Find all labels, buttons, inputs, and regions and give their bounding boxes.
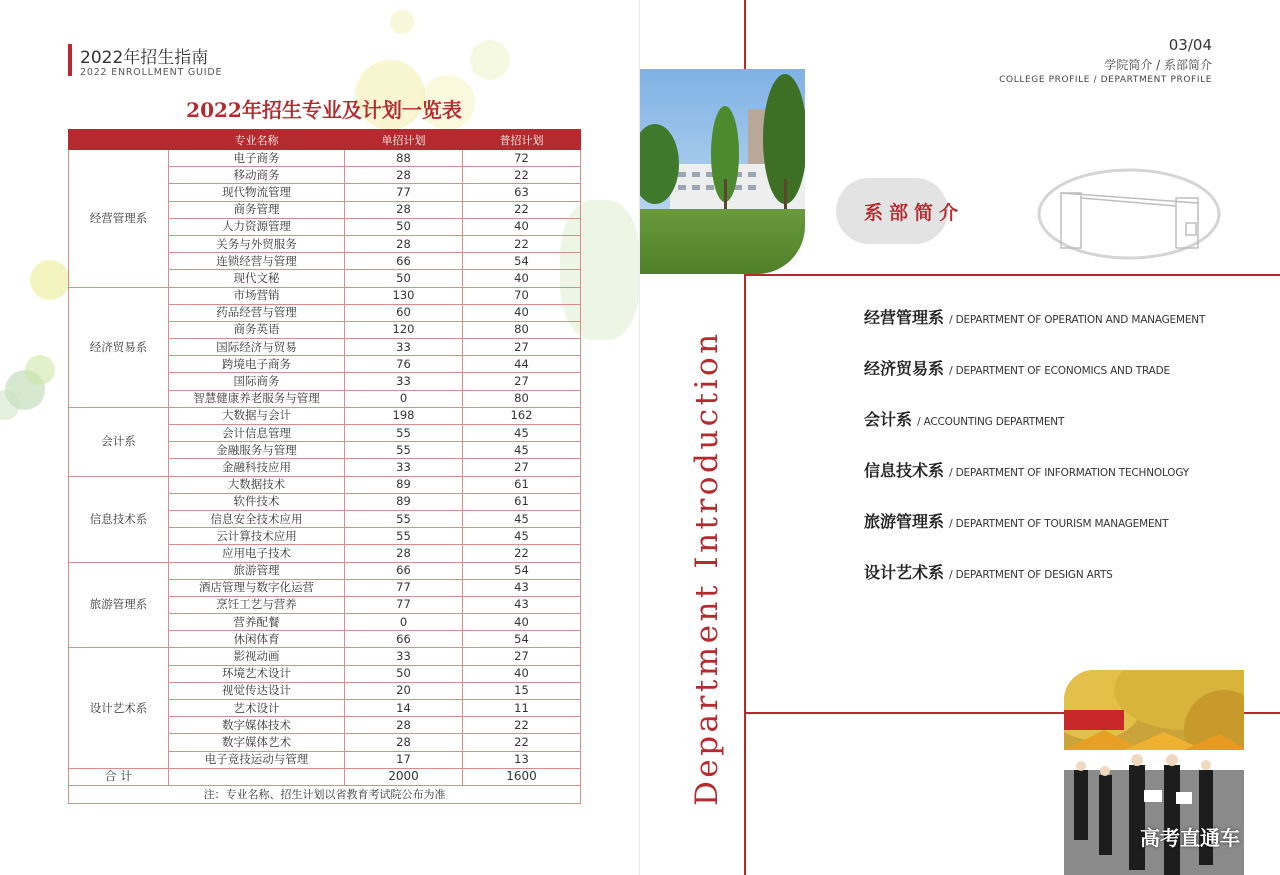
major-cell: 移动商务 bbox=[169, 167, 345, 184]
single-plan-cell: 198 bbox=[345, 407, 463, 424]
single-plan-cell: 55 bbox=[345, 528, 463, 545]
major-cell: 商务管理 bbox=[169, 201, 345, 218]
major-cell: 商务英语 bbox=[169, 321, 345, 338]
major-cell: 电子商务 bbox=[169, 150, 345, 167]
department-name-en: / DEPARTMENT OF DESIGN ARTS bbox=[949, 569, 1113, 581]
department-list-item bbox=[864, 305, 1264, 356]
major-cell: 视觉传达设计 bbox=[169, 682, 345, 699]
decor-blob bbox=[470, 40, 510, 80]
general-plan-cell: 22 bbox=[463, 545, 581, 562]
general-plan-cell: 162 bbox=[463, 407, 581, 424]
department-name-cn: 会计系 bbox=[864, 410, 913, 429]
general-plan-cell: 22 bbox=[463, 167, 581, 184]
department-list-item bbox=[864, 509, 1264, 560]
major-cell: 休闲体育 bbox=[169, 631, 345, 648]
general-plan-cell: 40 bbox=[463, 218, 581, 235]
major-cell: 国际商务 bbox=[169, 373, 345, 390]
department-name-en: / ACCOUNTING DEPARTMENT bbox=[917, 416, 1065, 428]
single-plan-cell: 17 bbox=[345, 751, 463, 768]
major-cell: 智慧健康养老服务与管理 bbox=[169, 390, 345, 407]
header-major: 专业名称 bbox=[169, 130, 345, 150]
department-list bbox=[864, 305, 1264, 611]
single-plan-cell: 76 bbox=[345, 356, 463, 373]
single-plan-cell: 33 bbox=[345, 648, 463, 665]
single-plan-cell: 20 bbox=[345, 682, 463, 699]
note-row bbox=[69, 785, 581, 803]
major-cell: 艺术设计 bbox=[169, 700, 345, 717]
major-cell: 人力资源管理 bbox=[169, 218, 345, 235]
general-plan-cell: 43 bbox=[463, 579, 581, 596]
single-plan-cell: 33 bbox=[345, 459, 463, 476]
major-cell: 国际经济与贸易 bbox=[169, 339, 345, 356]
single-plan-cell: 88 bbox=[345, 150, 463, 167]
department-name-en: / DEPARTMENT OF OPERATION AND MANAGEMENT bbox=[949, 314, 1206, 326]
department-cell: 设计艺术系 bbox=[69, 648, 169, 768]
major-cell: 酒店管理与数字化运营 bbox=[169, 579, 345, 596]
major-cell: 药品经营与管理 bbox=[169, 304, 345, 321]
table-note: 注：专业名称、招生计划以省教育考试院公布为准 bbox=[69, 785, 581, 803]
general-plan-cell: 22 bbox=[463, 235, 581, 252]
department-list-item bbox=[864, 356, 1264, 407]
general-plan-cell: 61 bbox=[463, 476, 581, 493]
general-plan-cell: 61 bbox=[463, 493, 581, 510]
header-single-plan: 单招计划 bbox=[345, 130, 463, 150]
major-cell: 关务与外贸服务 bbox=[169, 235, 345, 252]
total-spacer bbox=[169, 768, 345, 785]
single-plan-cell: 55 bbox=[345, 425, 463, 442]
single-plan-cell: 60 bbox=[345, 304, 463, 321]
single-plan-cell: 77 bbox=[345, 184, 463, 201]
general-plan-cell: 45 bbox=[463, 510, 581, 527]
department-name-cn: 经营管理系 bbox=[864, 308, 945, 327]
department-name-cn: 旅游管理系 bbox=[864, 512, 945, 531]
header-dept bbox=[69, 130, 169, 150]
section-title: 系部简介 bbox=[864, 202, 965, 224]
general-plan-cell: 63 bbox=[463, 184, 581, 201]
single-plan-cell: 14 bbox=[345, 700, 463, 717]
major-cell: 环境艺术设计 bbox=[169, 665, 345, 682]
department-cell: 会计系 bbox=[69, 407, 169, 476]
vertical-title: Department Introduction bbox=[689, 330, 725, 806]
table-row bbox=[69, 287, 581, 304]
general-plan-cell: 27 bbox=[463, 459, 581, 476]
general-plan-cell: 80 bbox=[463, 321, 581, 338]
major-cell: 现代文秘 bbox=[169, 270, 345, 287]
department-cell: 旅游管理系 bbox=[69, 562, 169, 648]
table-title: 2022年招生专业及计划一览表 bbox=[186, 98, 462, 122]
single-plan-cell: 50 bbox=[345, 218, 463, 235]
single-plan-cell: 66 bbox=[345, 631, 463, 648]
department-cell: 信息技术系 bbox=[69, 476, 169, 562]
major-cell: 烹饪工艺与营养 bbox=[169, 596, 345, 613]
single-plan-cell: 0 bbox=[345, 614, 463, 631]
decor-blob bbox=[390, 10, 414, 34]
major-cell: 数字媒体艺术 bbox=[169, 734, 345, 751]
major-cell: 连锁经营与管理 bbox=[169, 253, 345, 270]
general-plan-cell: 40 bbox=[463, 270, 581, 287]
major-cell: 金融服务与管理 bbox=[169, 442, 345, 459]
department-name-en: / DEPARTMENT OF INFORMATION TECHNOLOGY bbox=[949, 467, 1189, 479]
major-cell: 数字媒体技术 bbox=[169, 717, 345, 734]
major-cell: 会计信息管理 bbox=[169, 425, 345, 442]
single-plan-cell: 50 bbox=[345, 270, 463, 287]
single-plan-cell: 28 bbox=[345, 734, 463, 751]
department-name-en: / DEPARTMENT OF ECONOMICS AND TRADE bbox=[949, 365, 1170, 377]
major-cell: 电子竞技运动与管理 bbox=[169, 751, 345, 768]
single-plan-cell: 66 bbox=[345, 562, 463, 579]
table-row bbox=[69, 150, 581, 167]
campus-photo bbox=[640, 69, 805, 274]
guide-subtitle: 2022 ENROLLMENT GUIDE bbox=[80, 67, 223, 78]
general-plan-cell: 40 bbox=[463, 614, 581, 631]
guide-title: 2022年招生指南 bbox=[80, 48, 209, 68]
decor-blob bbox=[25, 355, 55, 385]
general-plan-cell: 45 bbox=[463, 442, 581, 459]
major-cell: 市场营销 bbox=[169, 287, 345, 304]
general-plan-cell: 45 bbox=[463, 528, 581, 545]
department-name-en: / DEPARTMENT OF TOURISM MANAGEMENT bbox=[949, 518, 1169, 530]
major-cell: 大数据技术 bbox=[169, 476, 345, 493]
table-header-row bbox=[69, 130, 581, 150]
single-plan-cell: 28 bbox=[345, 167, 463, 184]
header-general-plan: 普招计划 bbox=[463, 130, 581, 150]
general-plan-cell: 54 bbox=[463, 631, 581, 648]
right-page bbox=[640, 0, 1280, 875]
department-list-item bbox=[864, 407, 1264, 458]
department-list-item bbox=[864, 458, 1264, 509]
general-plan-cell: 45 bbox=[463, 425, 581, 442]
general-plan-cell: 27 bbox=[463, 339, 581, 356]
breadcrumb-cn: 学院简介 / 系部简介 bbox=[1104, 58, 1212, 72]
single-plan-cell: 77 bbox=[345, 596, 463, 613]
major-cell: 跨境电子商务 bbox=[169, 356, 345, 373]
single-plan-cell: 0 bbox=[345, 390, 463, 407]
single-plan-cell: 130 bbox=[345, 287, 463, 304]
major-cell: 大数据与会计 bbox=[169, 407, 345, 424]
general-plan-cell: 40 bbox=[463, 304, 581, 321]
total-row bbox=[69, 768, 581, 785]
major-cell: 信息安全技术应用 bbox=[169, 510, 345, 527]
department-cell: 经济贸易系 bbox=[69, 287, 169, 407]
enrollment-plan-table bbox=[68, 129, 581, 804]
major-cell: 应用电子技术 bbox=[169, 545, 345, 562]
department-name-cn: 经济贸易系 bbox=[864, 359, 945, 378]
single-plan-cell: 89 bbox=[345, 493, 463, 510]
major-cell: 现代物流管理 bbox=[169, 184, 345, 201]
horizontal-rule-top bbox=[744, 274, 1280, 276]
major-cell: 软件技术 bbox=[169, 493, 345, 510]
header-accent-bar bbox=[68, 44, 72, 76]
single-plan-cell: 66 bbox=[345, 253, 463, 270]
general-plan-cell: 22 bbox=[463, 201, 581, 218]
table-row bbox=[69, 476, 581, 493]
general-plan-cell: 43 bbox=[463, 596, 581, 613]
table-row bbox=[69, 648, 581, 665]
single-plan-cell: 28 bbox=[345, 717, 463, 734]
general-plan-cell: 44 bbox=[463, 356, 581, 373]
general-plan-cell: 40 bbox=[463, 665, 581, 682]
major-cell: 影视动画 bbox=[169, 648, 345, 665]
department-list-item bbox=[864, 560, 1264, 611]
campus-photo-image bbox=[640, 69, 805, 274]
single-plan-cell: 33 bbox=[345, 339, 463, 356]
page-number: 03/04 bbox=[1168, 36, 1212, 54]
single-plan-cell: 77 bbox=[345, 579, 463, 596]
decor-blob bbox=[30, 260, 70, 300]
total-general: 1600 bbox=[463, 768, 581, 785]
department-name-cn: 信息技术系 bbox=[864, 461, 945, 480]
single-plan-cell: 55 bbox=[345, 510, 463, 527]
general-plan-cell: 11 bbox=[463, 700, 581, 717]
general-plan-cell: 27 bbox=[463, 373, 581, 390]
general-plan-cell: 13 bbox=[463, 751, 581, 768]
general-plan-cell: 54 bbox=[463, 253, 581, 270]
single-plan-cell: 89 bbox=[345, 476, 463, 493]
general-plan-cell: 80 bbox=[463, 390, 581, 407]
table-row bbox=[69, 407, 581, 424]
general-plan-cell: 22 bbox=[463, 717, 581, 734]
major-cell: 金融科技应用 bbox=[169, 459, 345, 476]
table-row bbox=[69, 562, 581, 579]
single-plan-cell: 28 bbox=[345, 235, 463, 252]
general-plan-cell: 70 bbox=[463, 287, 581, 304]
department-name-cn: 设计艺术系 bbox=[864, 563, 945, 582]
major-cell: 营养配餐 bbox=[169, 614, 345, 631]
major-cell: 旅游管理 bbox=[169, 562, 345, 579]
single-plan-cell: 33 bbox=[345, 373, 463, 390]
single-plan-cell: 120 bbox=[345, 321, 463, 338]
single-plan-cell: 50 bbox=[345, 665, 463, 682]
general-plan-cell: 15 bbox=[463, 682, 581, 699]
general-plan-cell: 54 bbox=[463, 562, 581, 579]
watermark-text: 高考直通车 bbox=[1140, 826, 1240, 850]
breadcrumb-en: COLLEGE PROFILE / DEPARTMENT PROFILE bbox=[999, 75, 1212, 85]
total-label: 合 计 bbox=[69, 768, 169, 785]
major-cell: 云计算技术应用 bbox=[169, 528, 345, 545]
department-cell: 经营管理系 bbox=[69, 150, 169, 288]
general-plan-cell: 22 bbox=[463, 734, 581, 751]
general-plan-cell: 27 bbox=[463, 648, 581, 665]
total-single: 2000 bbox=[345, 768, 463, 785]
single-plan-cell: 28 bbox=[345, 201, 463, 218]
single-plan-cell: 28 bbox=[345, 545, 463, 562]
general-plan-cell: 72 bbox=[463, 150, 581, 167]
campus-gate-illustration bbox=[1036, 168, 1222, 260]
single-plan-cell: 55 bbox=[345, 442, 463, 459]
